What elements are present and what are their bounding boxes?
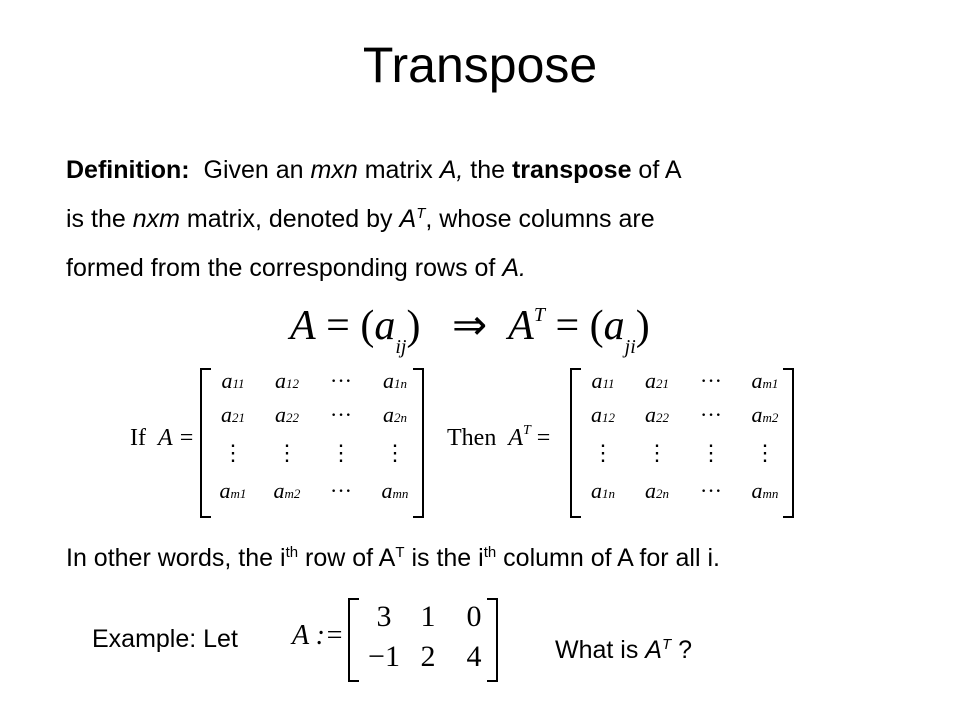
- transpose-term: transpose: [511, 156, 632, 184]
- entry-symbol: a: [221, 368, 233, 393]
- sup: T: [395, 544, 405, 561]
- matrix-entry: [578, 440, 628, 466]
- entry-subscript: mn: [762, 486, 779, 501]
- text: What is: [555, 636, 646, 664]
- matrix-a-lhs: A =: [157, 425, 195, 451]
- example-matrix: [348, 598, 498, 680]
- text: matrix, denoted by: [179, 205, 400, 233]
- entry-symbol: a: [751, 402, 763, 427]
- sup: th: [285, 544, 299, 561]
- matrix-entry: [740, 368, 790, 394]
- entry-subscript: mn: [392, 486, 409, 501]
- matrix-entry: [262, 478, 312, 504]
- entry-symbol: a: [591, 402, 602, 427]
- entry-symbol: ⋮: [592, 440, 614, 465]
- matrix-entry: [370, 440, 420, 466]
- formula-eq: = (: [315, 303, 375, 349]
- entry-symbol: ⋮: [276, 440, 298, 465]
- slide-title: Transpose: [362, 37, 598, 93]
- matrix-entry: [370, 368, 420, 394]
- definition-line-3: [66, 244, 906, 293]
- formula-A: A: [290, 303, 316, 349]
- entry-symbol: a: [645, 368, 656, 393]
- formula-a: a: [374, 303, 396, 349]
- example-question: [555, 636, 692, 665]
- formula-ij: ij: [395, 336, 407, 358]
- example-label: Example: Let: [92, 625, 238, 653]
- entry-symbol: ⋮: [754, 440, 776, 465]
- entry-symbol: ⋮: [222, 440, 244, 465]
- matrix-entry: [632, 368, 682, 394]
- matrix-entry: [208, 440, 258, 466]
- entry-subscript: 1n: [602, 486, 615, 501]
- entry-symbol: a: [591, 478, 602, 503]
- entry-symbol: a: [275, 368, 286, 393]
- text: A.: [502, 254, 526, 282]
- matrix-entry: [208, 478, 258, 504]
- text: column of A for all i.: [496, 544, 720, 572]
- text: formed from the corresponding rows of: [66, 254, 503, 282]
- entry-symbol: a: [645, 402, 656, 427]
- text: row of A: [298, 544, 396, 572]
- matrix-entry: [578, 478, 628, 504]
- implies-arrow: ⇒: [451, 303, 488, 349]
- entry-subscript: 11: [602, 376, 615, 391]
- entry-symbol: a: [383, 368, 394, 393]
- text: T: [661, 636, 672, 653]
- matrix-entry: [578, 402, 628, 428]
- entry-symbol: a: [273, 478, 285, 503]
- matrix-entry: [632, 478, 682, 504]
- entry-subscript: 22: [656, 410, 669, 425]
- entry-subscript: m2: [762, 410, 779, 425]
- entry-symbol: a: [591, 368, 603, 393]
- entry-symbol: ···: [330, 402, 352, 427]
- text: , whose columns are: [425, 205, 655, 233]
- matrix-entry: [578, 368, 628, 394]
- entry-symbol: ···: [330, 478, 352, 503]
- entry-symbol: ···: [700, 402, 722, 427]
- formula-T: T: [533, 304, 545, 326]
- matrix-a: [200, 368, 424, 514]
- text: Given an: [203, 156, 311, 184]
- entry-symbol: ···: [700, 478, 722, 503]
- text: In other words, the i: [66, 544, 286, 572]
- matrix-entry: [316, 368, 366, 394]
- matrix-entry: [740, 402, 790, 428]
- matrix-entry: [632, 440, 682, 466]
- text: mxn: [310, 156, 358, 184]
- matrix-entry: [686, 368, 736, 394]
- entry-symbol: ···: [330, 368, 352, 393]
- transpose-formula: [290, 300, 650, 359]
- text: matrix: [357, 156, 440, 184]
- matrix-entry: [262, 402, 312, 428]
- example-entry: 2: [420, 640, 436, 673]
- definition-label: Definition:: [66, 156, 190, 184]
- matrix-a-transpose: [570, 368, 794, 514]
- entry-symbol: a: [221, 402, 232, 427]
- entry-symbol: ⋮: [700, 440, 722, 465]
- formula-ji: ji: [624, 336, 636, 358]
- entry-subscript: m2: [284, 486, 301, 501]
- entry-symbol: a: [751, 478, 763, 503]
- definition-line-2: [66, 195, 906, 244]
- formula-a2: a: [603, 303, 625, 349]
- matrix-at-sup: T: [522, 423, 531, 438]
- example-entry: 4: [466, 640, 482, 673]
- matrix-entry: [208, 368, 258, 394]
- entry-subscript: 21: [232, 410, 245, 425]
- matrix-entry: [262, 440, 312, 466]
- entry-symbol: a: [751, 368, 763, 393]
- entry-subscript: m1: [762, 376, 779, 391]
- entry-symbol: a: [275, 402, 286, 427]
- example-lhs: A :=: [292, 620, 344, 651]
- matrix-entry: [740, 478, 790, 504]
- sup: th: [483, 544, 497, 561]
- text: ?: [671, 636, 693, 664]
- matrix-at-eq: =: [530, 425, 551, 451]
- matrix-entry: [632, 402, 682, 428]
- matrix-entry: [686, 478, 736, 504]
- entry-subscript: 11: [232, 376, 245, 391]
- text: is the: [66, 205, 133, 233]
- entry-subscript: 12: [602, 410, 615, 425]
- example-entry: 3: [376, 600, 392, 633]
- example-entry: 1: [420, 600, 436, 633]
- entry-symbol: a: [645, 478, 656, 503]
- matrix-entry: [686, 402, 736, 428]
- matrix-at-label: [447, 425, 550, 452]
- matrix-entry: [686, 440, 736, 466]
- matrix-entry: [316, 440, 366, 466]
- matrix-entry: [316, 402, 366, 428]
- then-label: Then: [447, 425, 497, 451]
- formula-AT: A: [508, 303, 534, 349]
- matrix-entry: [316, 478, 366, 504]
- entry-subscript: 1n: [394, 376, 407, 391]
- matrix-at-lhs: A: [508, 425, 523, 451]
- entry-symbol: ···: [700, 368, 722, 393]
- matrix-entry: [370, 402, 420, 428]
- example-entry: 0: [466, 600, 482, 633]
- formula-eq2: = (: [544, 303, 604, 349]
- entry-subscript: m1: [230, 486, 247, 501]
- entry-subscript: 2n: [656, 486, 669, 501]
- matrix-entry: [208, 402, 258, 428]
- entry-symbol: a: [219, 478, 231, 503]
- entry-symbol: ⋮: [384, 440, 406, 465]
- formula-close: ): [406, 303, 421, 349]
- text: of A: [631, 156, 682, 184]
- definition-line-1: [66, 146, 906, 195]
- entry-symbol: ⋮: [646, 440, 668, 465]
- text: nxm: [132, 205, 180, 233]
- entry-symbol: a: [383, 402, 394, 427]
- entry-symbol: a: [381, 478, 393, 503]
- entry-symbol: ⋮: [330, 440, 352, 465]
- entry-subscript: 22: [286, 410, 299, 425]
- text: is the i: [404, 544, 484, 572]
- entry-subscript: 2n: [394, 410, 407, 425]
- definition-paragraph: [66, 146, 906, 293]
- if-label: If: [130, 425, 146, 451]
- entry-subscript: 21: [656, 376, 669, 391]
- entry-subscript: 12: [286, 376, 299, 391]
- text: T: [416, 205, 426, 222]
- matrix-entry: [370, 478, 420, 504]
- matrix-a-label: [130, 425, 194, 452]
- matrix-entry: [262, 368, 312, 394]
- example-entry: −1: [368, 640, 400, 673]
- matrix-entry: [740, 440, 790, 466]
- text: A,: [439, 156, 464, 184]
- text: A: [399, 205, 417, 233]
- left-bracket: [348, 598, 359, 682]
- formula-close2: ): [635, 303, 650, 349]
- text: A: [645, 636, 662, 664]
- other-words-statement: [66, 544, 720, 573]
- text: the: [463, 156, 512, 184]
